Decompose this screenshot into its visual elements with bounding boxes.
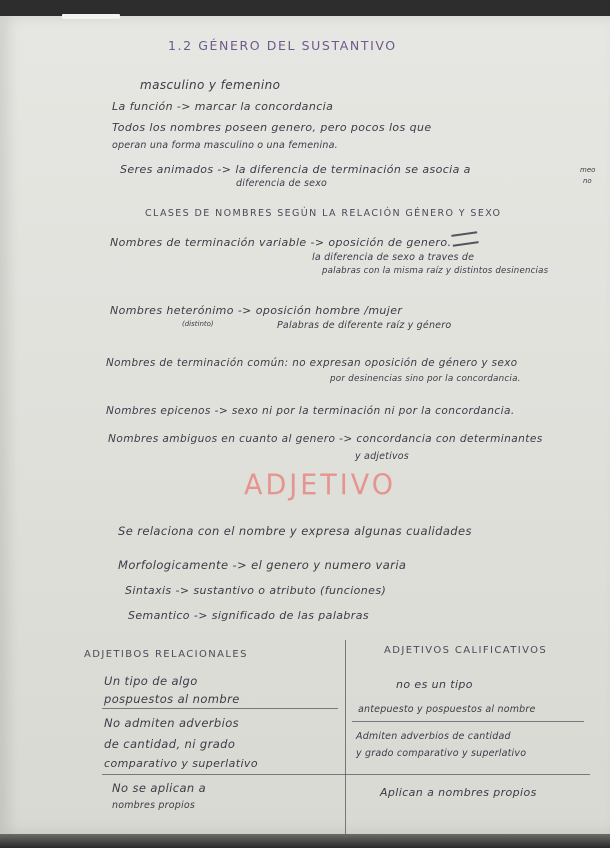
gender-function: La función -> marcar la concordancia <box>112 100 334 113</box>
margin-note-1: meo <box>580 166 596 174</box>
page-bottom-edge <box>0 834 610 848</box>
paper-tab <box>62 14 120 19</box>
left-row-1: Un tipo de algo <box>104 674 198 688</box>
animate-line-1: Seres animados -> la diferencia de terminación se asocia a <box>120 163 471 176</box>
variable-line-1: Nombres de terminación variable -> oposición de genero. <box>110 236 452 249</box>
all-nouns-line-1: Todos los nombres poseen genero, pero pocos los que <box>112 121 432 134</box>
heteronym-line-2: Palabras de diferente raíz y género <box>277 320 452 331</box>
gender-types: masculino y femenino <box>140 78 281 92</box>
aspect-semantics: Semantico -> significado de las palabras <box>128 609 369 622</box>
table-divider <box>345 640 346 835</box>
common-line-2: por desinencias sino por la concordancia. <box>330 374 521 384</box>
aspect-morphology: Morfologicamente -> el genero y numero varia <box>118 558 407 572</box>
right-row-4: Aplican a nombres propios <box>380 786 537 799</box>
classes-heading: CLASES DE NOMBRES SEGÚN LA RELACIÓN GÉNERO Y SEXO <box>145 208 502 219</box>
animate-line-2: diferencia de sexo <box>236 178 328 189</box>
right-row-rule-1 <box>352 721 584 722</box>
table-row-rule <box>102 774 590 775</box>
adjective-definition: Se relaciona con el nombre y expresa algunas cualidades <box>118 524 472 538</box>
variable-line-2: la diferencia de sexo a traves de <box>312 252 475 263</box>
aspect-syntax: Sintaxis -> sustantivo o atributo (funciones) <box>125 584 387 597</box>
left-row-3a: No admiten adverbios <box>104 716 240 730</box>
epicene-line: Nombres epicenos -> sexo ni por la terminación ni por la concordancia. <box>106 405 515 417</box>
left-column-heading: ADJETIBOS RELACIONALES <box>84 649 248 660</box>
right-column-heading: ADJETIVOS CALIFICATIVOS <box>384 645 548 656</box>
all-nouns-line-2: operan una forma masculino o una femenina. <box>112 140 338 151</box>
margin-note-2: no <box>583 177 592 185</box>
page-title: 1.2 GÉNERO DEL SUSTANTIVO <box>168 38 397 53</box>
left-row-3b: de cantidad, ni grado <box>104 737 236 751</box>
left-row-4a: No se aplican a <box>112 781 207 795</box>
right-row-3a: Admiten adverbios de cantidad <box>356 731 511 742</box>
heteronym-note: (distinto) <box>182 320 214 328</box>
variable-line-3: palabras con la misma raíz y distintos desinencias <box>322 266 549 276</box>
adjective-heading: ADJETIVO <box>244 469 396 502</box>
left-row-rule-1 <box>102 708 338 709</box>
left-row-3c: comparativo y superlativo <box>104 757 258 770</box>
ambiguous-line-2: y adjetivos <box>355 451 409 462</box>
left-row-2: pospuestos al nombre <box>104 692 240 706</box>
right-row-2: antepuesto y pospuestos al nombre <box>358 704 536 715</box>
right-row-3b: y grado comparativo y superlativo <box>356 748 527 759</box>
left-row-4b: nombres propios <box>112 800 196 811</box>
ambiguous-line-1: Nombres ambiguos en cuanto al genero -> concordancia con determinantes <box>108 433 543 445</box>
right-row-1: no es un tipo <box>396 678 473 691</box>
heteronym-line-1: Nombres heterónimo -> oposición hombre /mujer <box>110 304 403 317</box>
common-line-1: Nombres de terminación común: no expresan oposición de género y sexo <box>106 357 518 369</box>
